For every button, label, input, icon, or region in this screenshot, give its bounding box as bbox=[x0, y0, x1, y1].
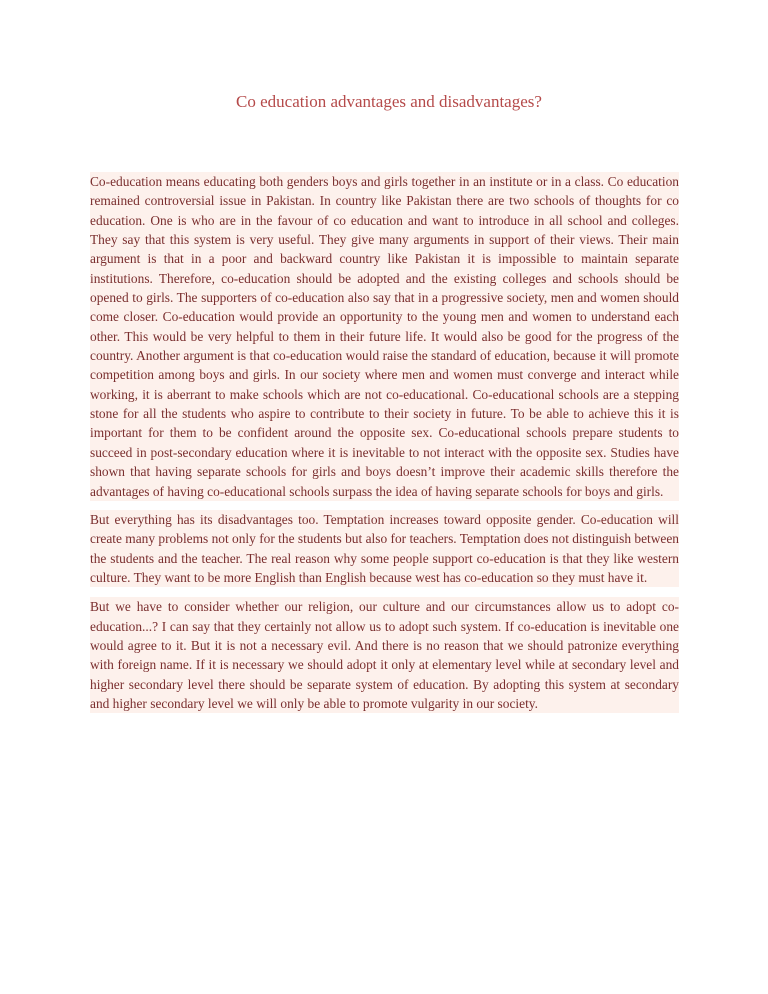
page-title: Co education advantages and disadvantages? bbox=[236, 92, 542, 111]
paragraph-advantages: Co-education means educating both genders boys and girls together in an institute or in a class. Co education remained controversial issue in Pakistan. In country like Pakistan there are two schools of thoughts for co education. One is who are in the favour of co education and want to introduce in all school and colleges. They say that this system is very useful. They give many arguments in support of their views. Their main argument is that in a poor and backward country like Pakistan it is impossible to maintain separate institutions. Therefore, co-education should be adopted and the existing colleges and schools should be opened to girls. The supporters of co-education also say that in a progressive society, men and women should come closer. Co-education would provide an opportunity to the young men and women to understand each other. This would be very helpful to them in their future life. It would also be good for the progress of the country. Another argument is that co-education would raise the standard of education, because it will promote competition among boys and girls. In our society where men and women must converge and interact while working, it is aberrant to make schools which are not co-educational. Co-educational schools are a stepping stone for all the students who aspire to contribute to their society in future. To be able to achieve this it is important for them to be confident around the opposite sex. Co-educational schools prepare students to succeed in post-secondary education where it is inevitable to not interact with the opposite sex. Studies have shown that having separate schools for girls and boys doesn’t improve their academic skills therefore the advantages of having co-educational schools surpass the idea of having separate schools for boys and girls. bbox=[90, 172, 679, 501]
paragraph-disadvantages: But everything has its disadvantages too. Temptation increases toward opposite gender. Co-education will create many problems not only for the students but also for teachers. Temptation does not distinguish between the students and the teacher. The real reason why some people support co-education is that they like western culture. They want to be more English than English because west has co-education so they must have it. bbox=[90, 510, 679, 587]
paragraph-conclusion: But we have to consider whether our religion, our culture and our circumstances allow us to adopt co-education...? I can say that they certainly not allow us to adopt such system. If co-education is inevitable one would agree to it. But it is not a necessary evil. And there is no reason that we should patronize everything with foreign name. If it is necessary we should adopt it only at elementary level while at secondary level and higher secondary level there should be separate system of education. By adopting this system at secondary and higher secondary level we will only be able to promote vulgarity in our society. bbox=[90, 597, 679, 713]
document-body bbox=[90, 172, 679, 723]
